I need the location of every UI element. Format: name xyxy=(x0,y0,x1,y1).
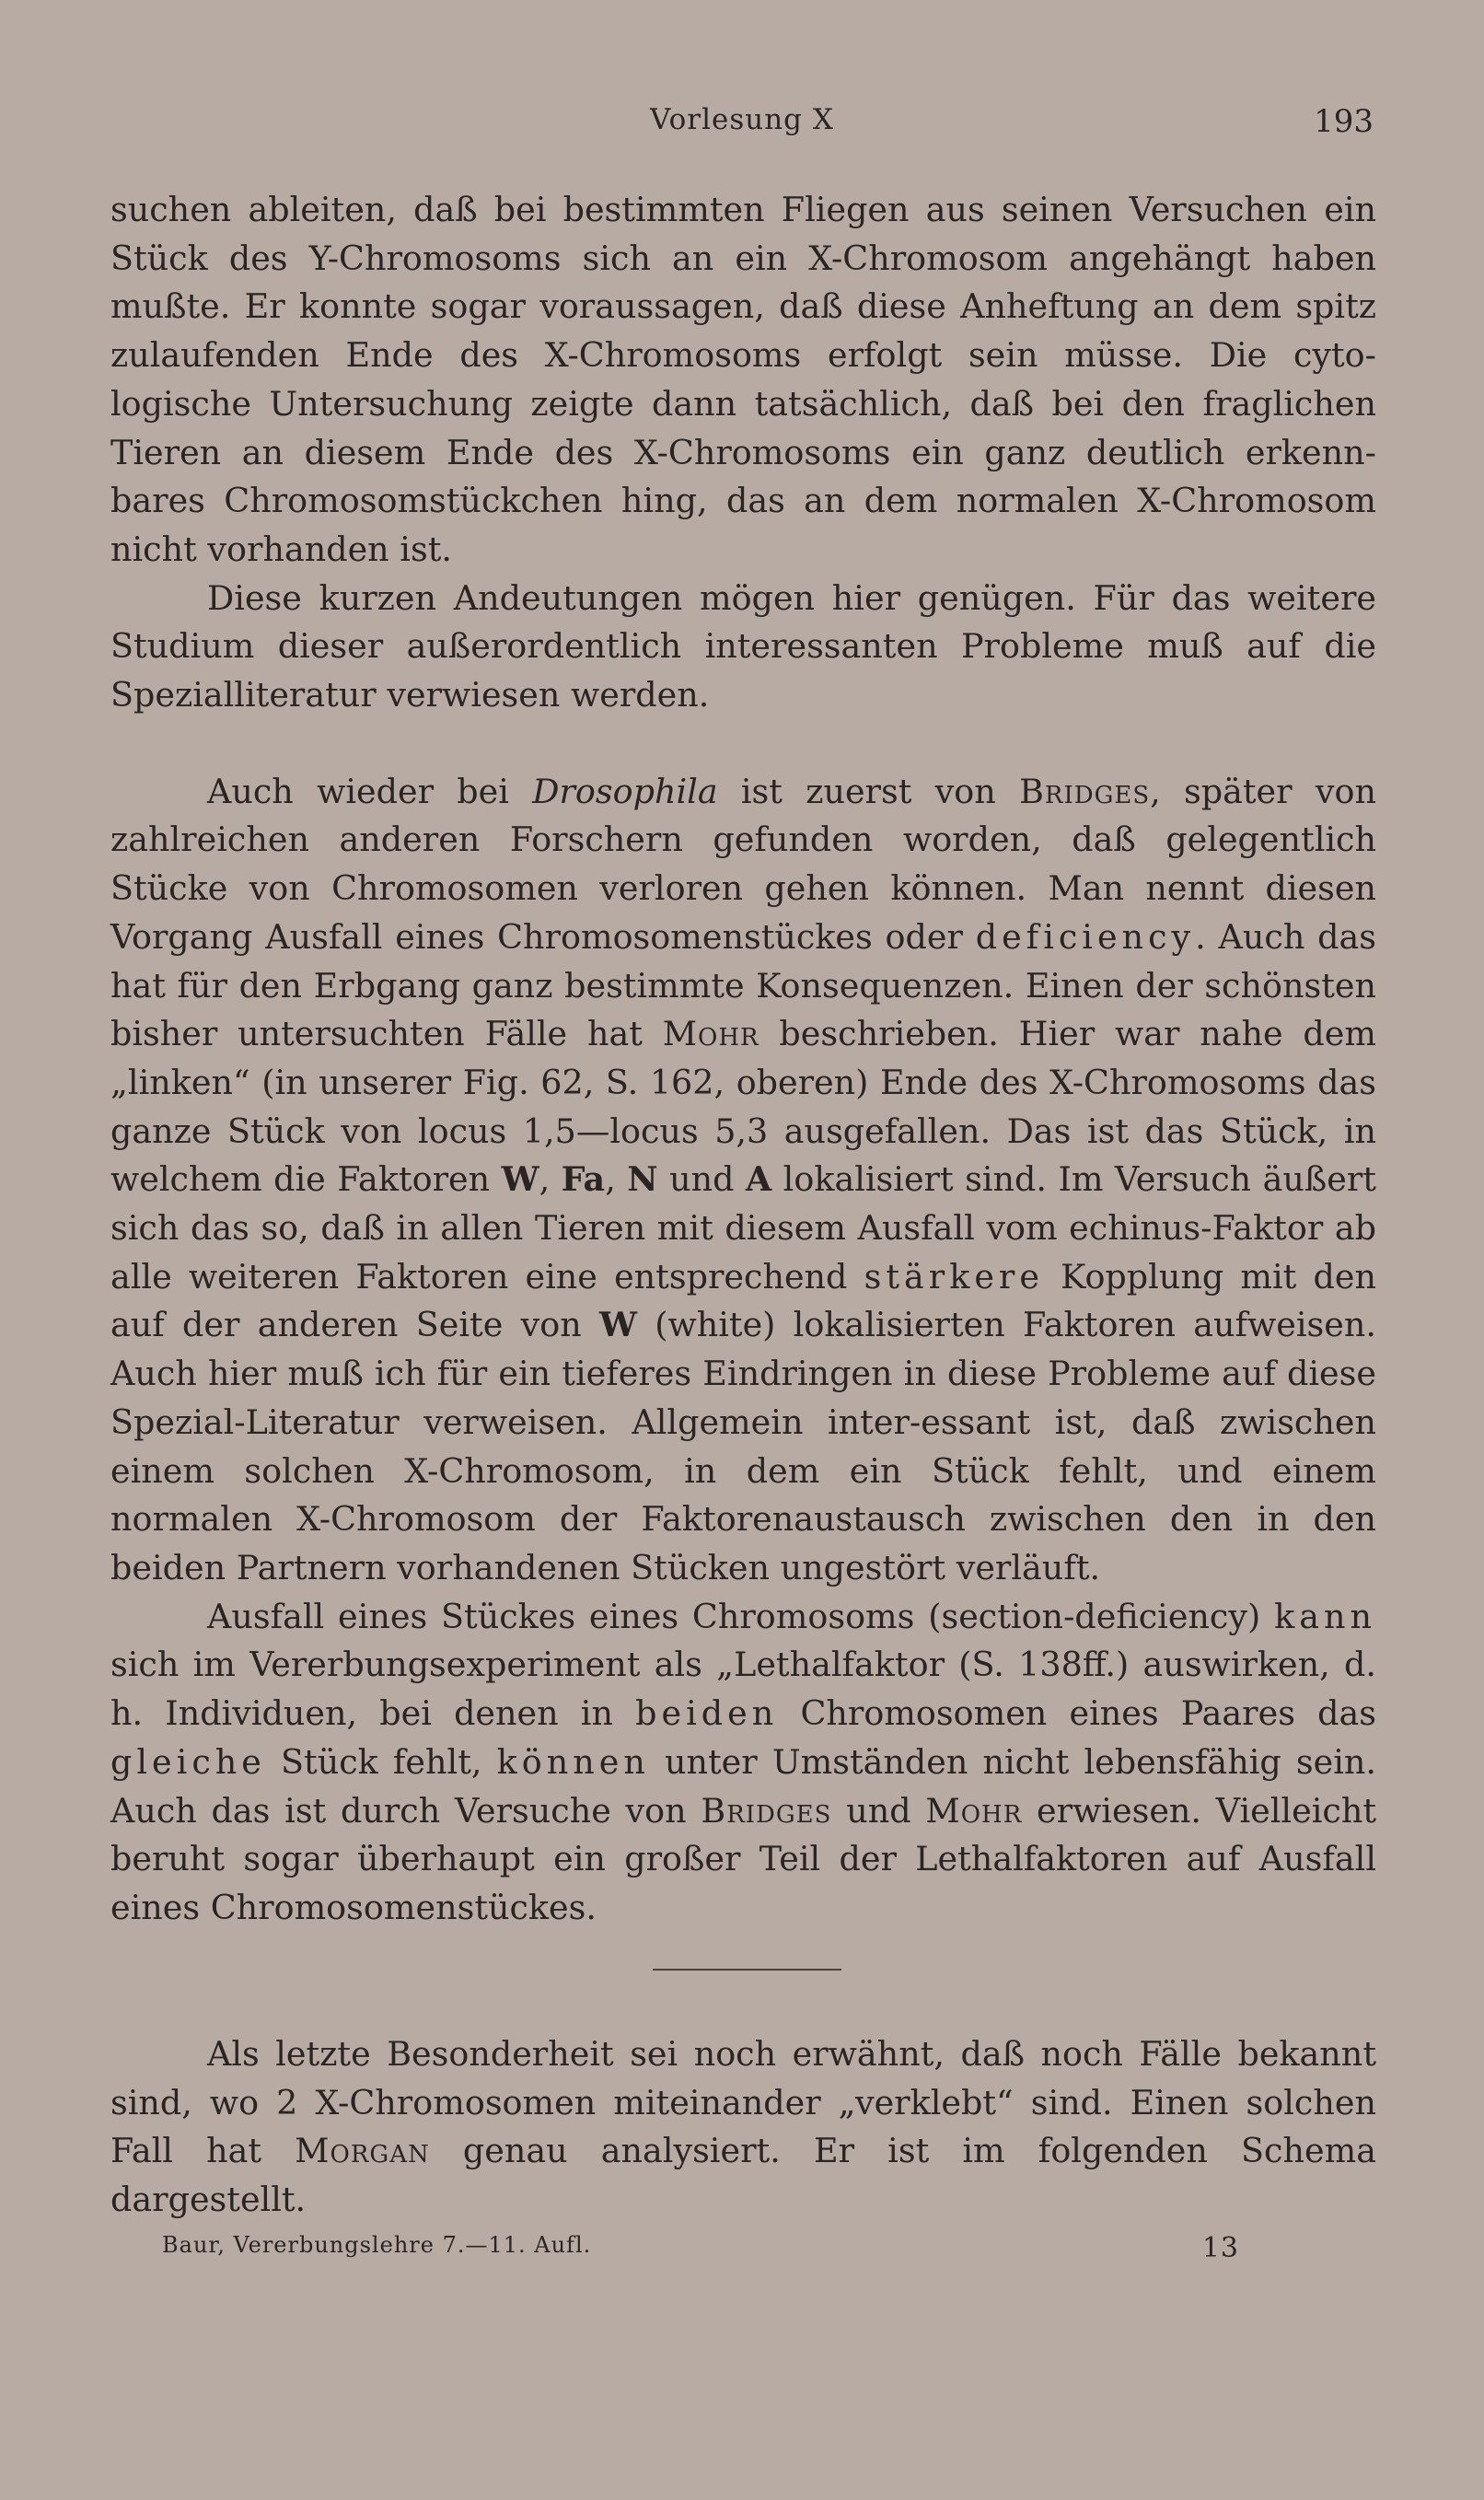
text-run: und xyxy=(831,1790,926,1831)
factor-symbol: W xyxy=(501,1159,539,1200)
section-divider xyxy=(653,1969,841,1971)
author-name: Mohr xyxy=(925,1790,1023,1831)
text-run: , xyxy=(539,1159,562,1200)
running-title: Vorlesung X xyxy=(650,103,834,136)
text-run: , später von zahlreichen anderen Forschern gefunden worden, daß gelegentlich Stücke von Chromosomen verloren gehen können. Man nennt diesen Vorgang Ausfall eines Chromosomenstückes oder xyxy=(110,771,1376,957)
text-run: Auch wieder bei xyxy=(207,771,533,811)
text-run: Kopplung mit den auf der anderen Seite von xyxy=(110,1256,1376,1345)
text-run: ist zuerst von xyxy=(717,771,1020,811)
text-run: unter Umständen nicht lebensfähig sein. Auch das ist durch Versuche von xyxy=(110,1741,1376,1831)
text-run: Ausfall eines Stückes eines Chromosoms (section-deficiency) xyxy=(207,1596,1275,1636)
paragraph-continuation: suchen ableiten, daß bei bestimmten Fliegen aus seinen Versuchen ein Stück des Y-Chromosoms sich an ein X-Chromosom angehängt haben mußte. Er konnte sogar voraussagen, daß diese Anheftung an dem spitz zulaufenden Ende des X-Chromosoms erfolgt sein müsse. Die cyto-logische Untersuchung zeigte dann tatsächlich, daß bei den fraglichen Tieren an diesem Ende des X-Chromosoms ein ganz deutlich erkenn-bares Chromosomstückchen hing, das an dem normalen X-Chromosom nicht vorhanden ist. xyxy=(110,190,1376,569)
spaced-term: kann xyxy=(1274,1596,1376,1636)
text-run: Stück fehlt, xyxy=(265,1741,497,1782)
species-name: Drosophila xyxy=(532,771,718,811)
footer xyxy=(162,2232,1239,2269)
text-run: beschrieben. Hier war nahe dem „linken“ (in unserer Fig. 62, S. 162, oberen) Ende des X-Chromosoms das ganze Stück von locus 1,5—locus 5,3 ausgefallen. Das ist das Stück, in welchem die Faktoren xyxy=(110,1014,1376,1200)
text-run: und xyxy=(657,1159,746,1200)
text-run: (white) lokalisierten Faktoren aufweisen. Auch hier muß ich für ein tieferes Eindringen in diese Probleme auf diese Spezial-Literatur verweisen. Allgemein inter-essant ist, daß zwischen einem solchen X-Chromosom, in dem ein Stück fehlt, und einem normalen X-Chromosom der Faktorenaustausch zwischen den in den beiden Partnern vorhandenen Stücken ungestört verläuft. xyxy=(110,1305,1376,1587)
paragraph-deficiency xyxy=(110,768,1376,1593)
text-run: erwiesen. Vielleicht beruht sogar überhaupt ein großer Teil der Lethalfaktoren auf Ausfall eines Chromosomenstückes. xyxy=(110,1790,1376,1927)
factor-symbol: W xyxy=(598,1305,637,1345)
text-run: genau analysiert. Er ist im folgenden Schema dargestellt. xyxy=(110,2131,1376,2220)
factor-symbol: Fa xyxy=(561,1159,606,1200)
factor-symbol: N xyxy=(627,1159,658,1200)
text-run: sich im Vererbungsexperiment als „Lethalfaktor (S. 138ff.) auswirken, d. h. Individuen, bei denen in xyxy=(110,1645,1376,1734)
spaced-term: deficiency xyxy=(975,916,1196,957)
text-run: lokalisiert sind. Im Versuch äußert sich das so, daß in allen Tieren mit diesem Ausfall vom echinus-Faktor ab alle weiteren Faktoren eine entsprechend xyxy=(110,1159,1376,1297)
main-text-continued xyxy=(110,2030,1376,2225)
author-name: Morgan xyxy=(295,2131,430,2171)
spaced-term: beiden xyxy=(635,1693,779,1734)
spaced-term: können xyxy=(496,1741,650,1782)
page-number: 193 xyxy=(1314,103,1374,140)
main-text xyxy=(110,186,1376,1933)
signature-line: Baur, Vererbungslehre 7.—11. Aufl. xyxy=(162,2232,592,2258)
text-run: Als letzte Besonderheit sei noch erwähnt, daß noch Fälle bekannt sind, wo 2 X-Chromosomen miteinander „verklebt“ sind. Einen solchen Fall hat xyxy=(110,2034,1376,2171)
factor-symbol: A xyxy=(745,1159,772,1200)
text-run: Chromosomen eines Paares das xyxy=(778,1693,1376,1734)
author-name: Mohr xyxy=(662,1014,759,1054)
text-run: . Auch das hat für den Erbgang ganz bestimmte Konsequenzen. Einen der schönsten bisher untersuchten Fälle hat xyxy=(110,916,1376,1054)
spaced-term: gleiche xyxy=(110,1741,266,1782)
author-name: Bridges xyxy=(1019,771,1151,811)
text-run: , xyxy=(605,1159,628,1200)
paragraph-hints: Diese kurzen Andeutungen mögen hier genügen. Für das weitere Studium dieser außerordentlich interessanten Probleme muß auf die Spezialliteratur verwiesen werden. xyxy=(110,577,1376,715)
spaced-term: stärkere xyxy=(864,1256,1044,1297)
author-name: Bridges xyxy=(701,1790,832,1831)
paragraph-lethal xyxy=(110,1593,1376,1933)
paragraph-attached-x xyxy=(110,2030,1376,2225)
signature-number: 13 xyxy=(1201,2232,1239,2264)
running-head xyxy=(110,103,1374,149)
